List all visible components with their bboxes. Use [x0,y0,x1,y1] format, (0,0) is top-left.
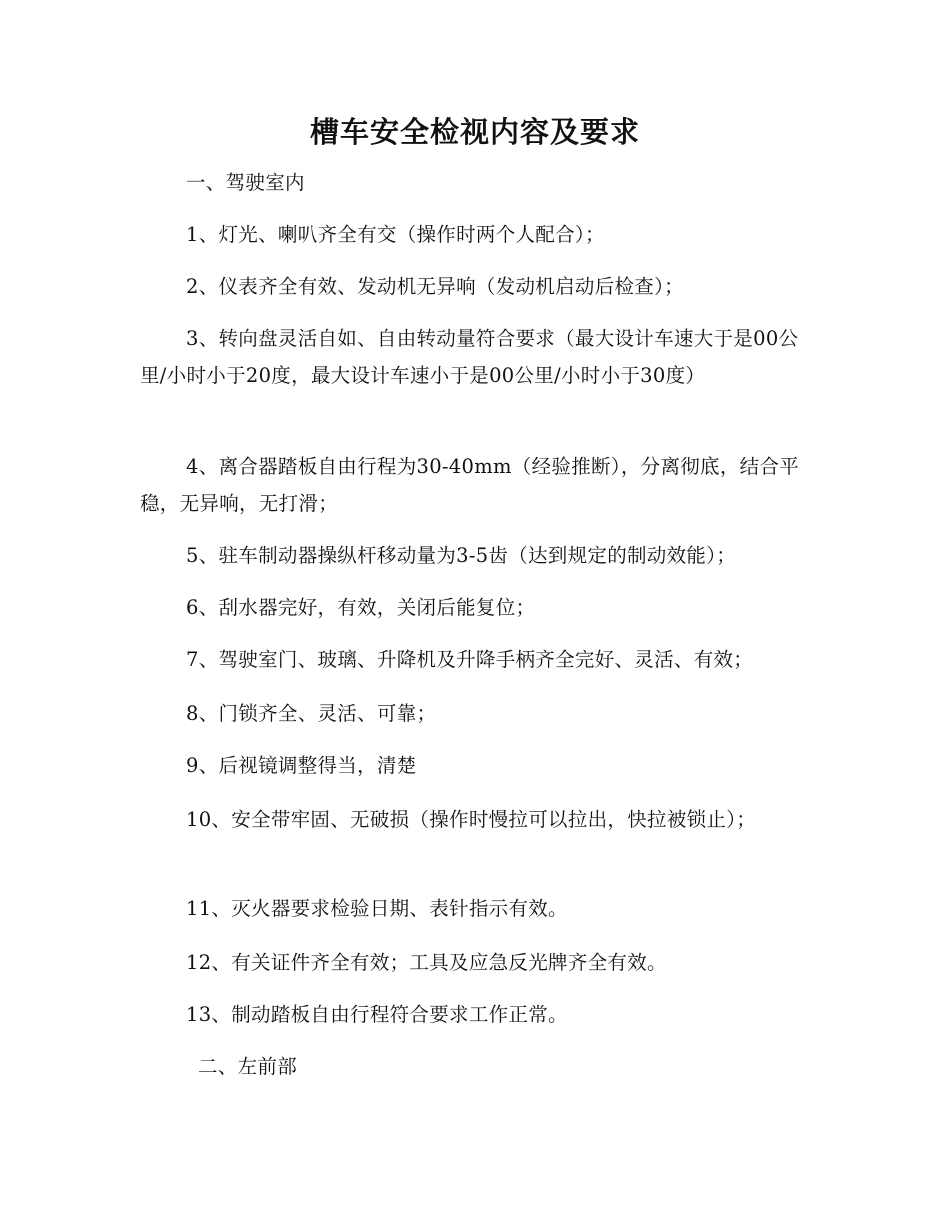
paragraph-item-10: 10、安全带牢固、无破损（操作时慢拉可以拉出，快拉被锁止）； [186,808,757,831]
paragraph-item-12: 12、有关证件齐全有效；工具及应急反光牌齐全有效。 [186,951,667,974]
document-title: 槽车安全检视内容及要求 [309,115,640,149]
paragraph-item-4: 4、离合器踏板自由行程为30-40mm（经验推断），分离彻底，结合平稳，无异响，无打滑； [140,455,800,515]
paragraph-item-5: 5、驻车制动器操纵杆移动量为3-5齿（达到规定的制动效能）； [186,544,737,567]
paragraph-item-11: 11、灭火器要求检验日期、表针指示有效。 [186,897,568,920]
paragraph-item-13: 13、制动踏板自由行程符合要求工作正常。 [186,1003,568,1026]
paragraph-item-2: 2、仪表齐全有效、发动机无异响（发动机启动后检查）； [186,275,684,298]
paragraph-item-3: 3、转向盘灵活自如、自由转动量符合要求（最大设计车速大于是00公里/小时小于20度，最大设计车速小于是00公里/小时小于30度） [140,327,799,387]
paragraph-item-6: 6、刮水器完好，有效，关闭后能复位； [186,596,536,619]
section-heading-left-front: 二、左前部 [198,1055,298,1078]
paragraph-item-7: 7、驾驶室门、玻璃、升降机及升降手柄齐全完好、灵活、有效； [186,648,754,671]
section-heading-cab: 一、驾驶室内 [186,171,305,194]
paragraph-item-8: 8、门锁齐全、灵活、可靠； [186,702,437,725]
paragraph-item-1: 1、灯光、喇叭齐全有交（操作时两个人配合）； [186,223,605,246]
paragraph-item-9: 9、后视镜调整得当，清楚 [186,754,417,777]
